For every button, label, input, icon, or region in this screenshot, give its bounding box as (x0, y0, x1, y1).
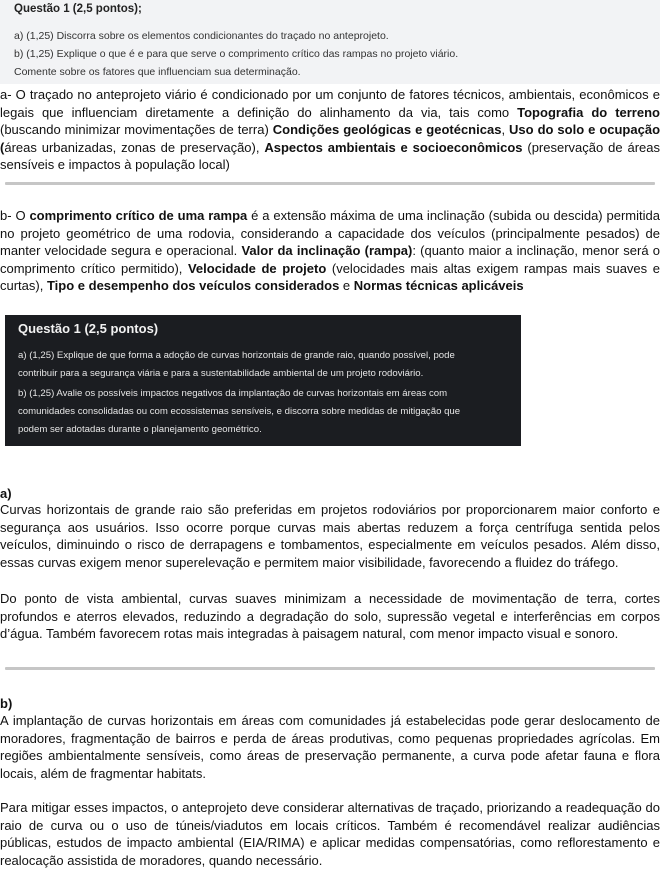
bold-term: Tipo e desempenho dos veículos considerados (46, 278, 340, 294)
question1-item-b: b) (1,25) Explique o que é e para que serve o comprimento crítico das rampas no projeto viário. (14, 48, 459, 60)
question2-line: podem ser adotadas durante o planejamento geométrico. (18, 424, 262, 435)
separator (5, 182, 655, 185)
question1-item-b-continued: Comente sobre os fatores que influenciam sua determinação. (14, 66, 301, 78)
text-run: (preservação de áreas sensíveis e impactos à população local) (0, 139, 660, 173)
bold-term: comprimento crítico de uma rampa (29, 208, 248, 223)
bold-term: Aspectos ambientais e socioeconômicos (264, 139, 523, 155)
bold-term: Normas técnicas aplicáveis (353, 278, 524, 294)
question2-box (5, 315, 521, 446)
answer1-b-paragraph (0, 207, 660, 295)
answer2-b-paragraph-2: Para mitigar esses impactos, o anteprojeto deve considerar alternativas de traçado, priorizando a readequação do raio de curva ou o uso de túneis/viadutos em locais críticos. Também é recomendável realizar audiências públicas, estudos de impacto ambiental (EIA/RIMA) e aplicar medidas compensatórias, como reflorestamento e realocação assistida de moradores, quando necessário. (0, 800, 660, 868)
bold-term: Topografia do terreno (517, 104, 660, 120)
bold-term: Condições geológicas e geotécnicas (272, 122, 502, 138)
answer2-b-paragraph-1: A implantação de curvas horizontais em áreas com comunidades já estabelecidas pode gerar deslocamento de moradores, fragmentação de bairros e perda de áreas produtivas, como pequenas propriedades agrícolas. Em regiões ambientalmente sensíveis, como áreas de preservação permanente, a curva pode afetar fauna e flora locais, além de fragmentar habitats. (0, 713, 660, 781)
text-run: é a extensão máxima de uma inclinação (subida ou descida) permitida no projeto geométrico de uma rodovia, considerando a capacidade dos veículos (principalmente pesados) de manter velocidade segura e operacional. (0, 208, 660, 259)
text-run: e (339, 278, 354, 294)
text-run: a- O traçado no anteprojeto viário é condicionado por um conjunto de fatores técnicos, ambientais, econômicos e legais que influenciam diretamente a definição do alinhamento da via, tais como (0, 87, 660, 120)
separator (5, 667, 655, 670)
answer2-a-heading: a) (0, 486, 12, 501)
question1-item-a: a) (1,25) Discorra sobre os elementos condicionantes do traçado no anteprojeto. (14, 30, 389, 42)
bold-term: Uso do solo e ocupação ( (0, 122, 660, 155)
text-run: áreas urbanizadas, zonas de preservação), (4, 139, 265, 155)
answer2-a-paragraph-2: Do ponto de vista ambiental, curvas suaves minimizam a necessidade de movimentação de terra, cortes profundos e aterros elevados, reduzindo a degradação do solo, supressão vegetal e interferências em corpos d’água. Também favorecem rotas mais integradas à paisagem natural, com menor impacto visual e sonoro. (0, 591, 660, 642)
question2-line: contribuir para a segurança viária e para a sustentabilidade ambiental de um projeto rodoviário. (18, 368, 424, 379)
text-run: (buscando minimizar movimentações de terra) (0, 122, 273, 138)
answer1-a-paragraph (0, 86, 660, 174)
question1-title: Questão 1 (2,5 pontos); (14, 3, 142, 15)
bold-term: Velocidade de projeto (187, 260, 327, 276)
bold-term: Valor da inclinação (rampa) (241, 243, 413, 259)
text-run: : (quanto maior a inclinação, menor será o comprimento crítico permitido), (0, 243, 660, 276)
question1-box (0, 0, 660, 84)
question2-line: a) (1,25) Explique de que forma a adoção de curvas horizontais de grande raio, quando possível, pode (18, 350, 455, 361)
question2-line: b) (1,25) Avalie os possíveis impactos negativos da implantação de curvas horizontais em áreas com (18, 388, 448, 399)
text-run: , (501, 122, 510, 138)
question2-title: Questão 1 (2,5 pontos) (18, 321, 159, 336)
question2-line: comunidades consolidadas ou com ecossistemas sensíveis, e discorra sobre medidas de mitigação que (18, 406, 461, 417)
text-run: (velocidades mais altas exigem rampas mais suaves e curtas), (0, 260, 660, 294)
text-run: b- O (0, 208, 30, 223)
answer2-a-paragraph-1: Curvas horizontais de grande raio são preferidas em projetos rodoviários por proporcionarem maior conforto e segurança aos usuários. Isso ocorre porque curvas mais abertas reduzem a força centrífuga sentida pelos veículos, diminuindo o risco de derrapagens e tombamentos, especialmente em veículos pesados. Além disso, essas curvas exigem menor superelevação e permitem maior visibilidade, favorecendo a fluidez do tráfego. (0, 502, 660, 570)
answer2-b-heading: b) (0, 696, 13, 711)
